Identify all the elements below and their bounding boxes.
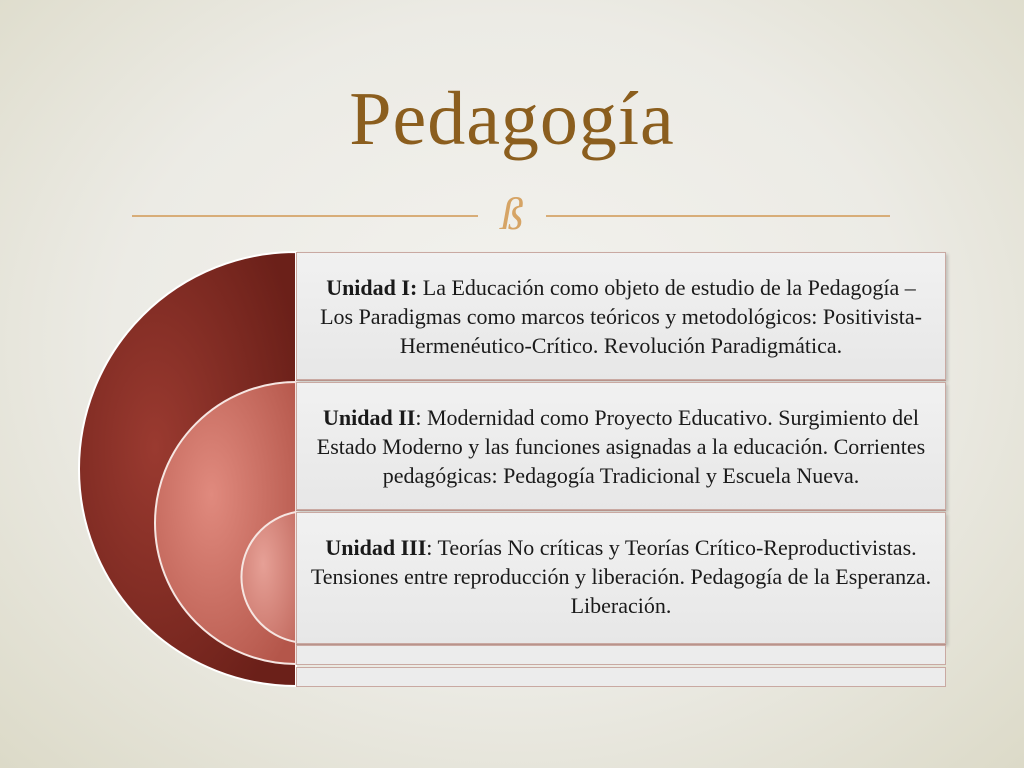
unit-1-label: Unidad I: — [326, 274, 418, 300]
unit-1-box — [296, 252, 946, 380]
empty-strip-1 — [296, 645, 946, 665]
unit-3-text — [297, 533, 945, 620]
empty-strip-2 — [296, 667, 946, 687]
unit-3-label: Unidad III — [325, 535, 427, 560]
flourish-ornament-icon: ß — [500, 188, 524, 239]
unit-1-description: La Educación como objeto de estudio de la Pedagogía – Los Paradigmas como marcos teóricos y metodológicos: Positivista-Hermenéutico-Crítico. Revolución Paradigmática. — [320, 274, 922, 358]
unit-3-box — [296, 512, 946, 644]
unit-2-box — [296, 382, 946, 510]
unit-3-description: : Teorías No críticas y Teorías Crítico-Reproductivistas. Tensiones entre reproducción y liberación. Pedagogía de la Esperanza. Liberación. — [310, 535, 932, 618]
unit-1-text — [297, 273, 945, 360]
unit-2-text — [297, 403, 945, 490]
unit-2-label: Unidad II — [322, 404, 416, 430]
slide-title: Pedagogía — [349, 77, 675, 161]
unit-2-description: : Modernidad como Proyecto Educativo. Surgimiento del Estado Moderno y las funciones asignadas a la educación. Corrientes pedagógicas: Pedagogía Tradicional y Escuela Nueva. — [316, 404, 926, 488]
